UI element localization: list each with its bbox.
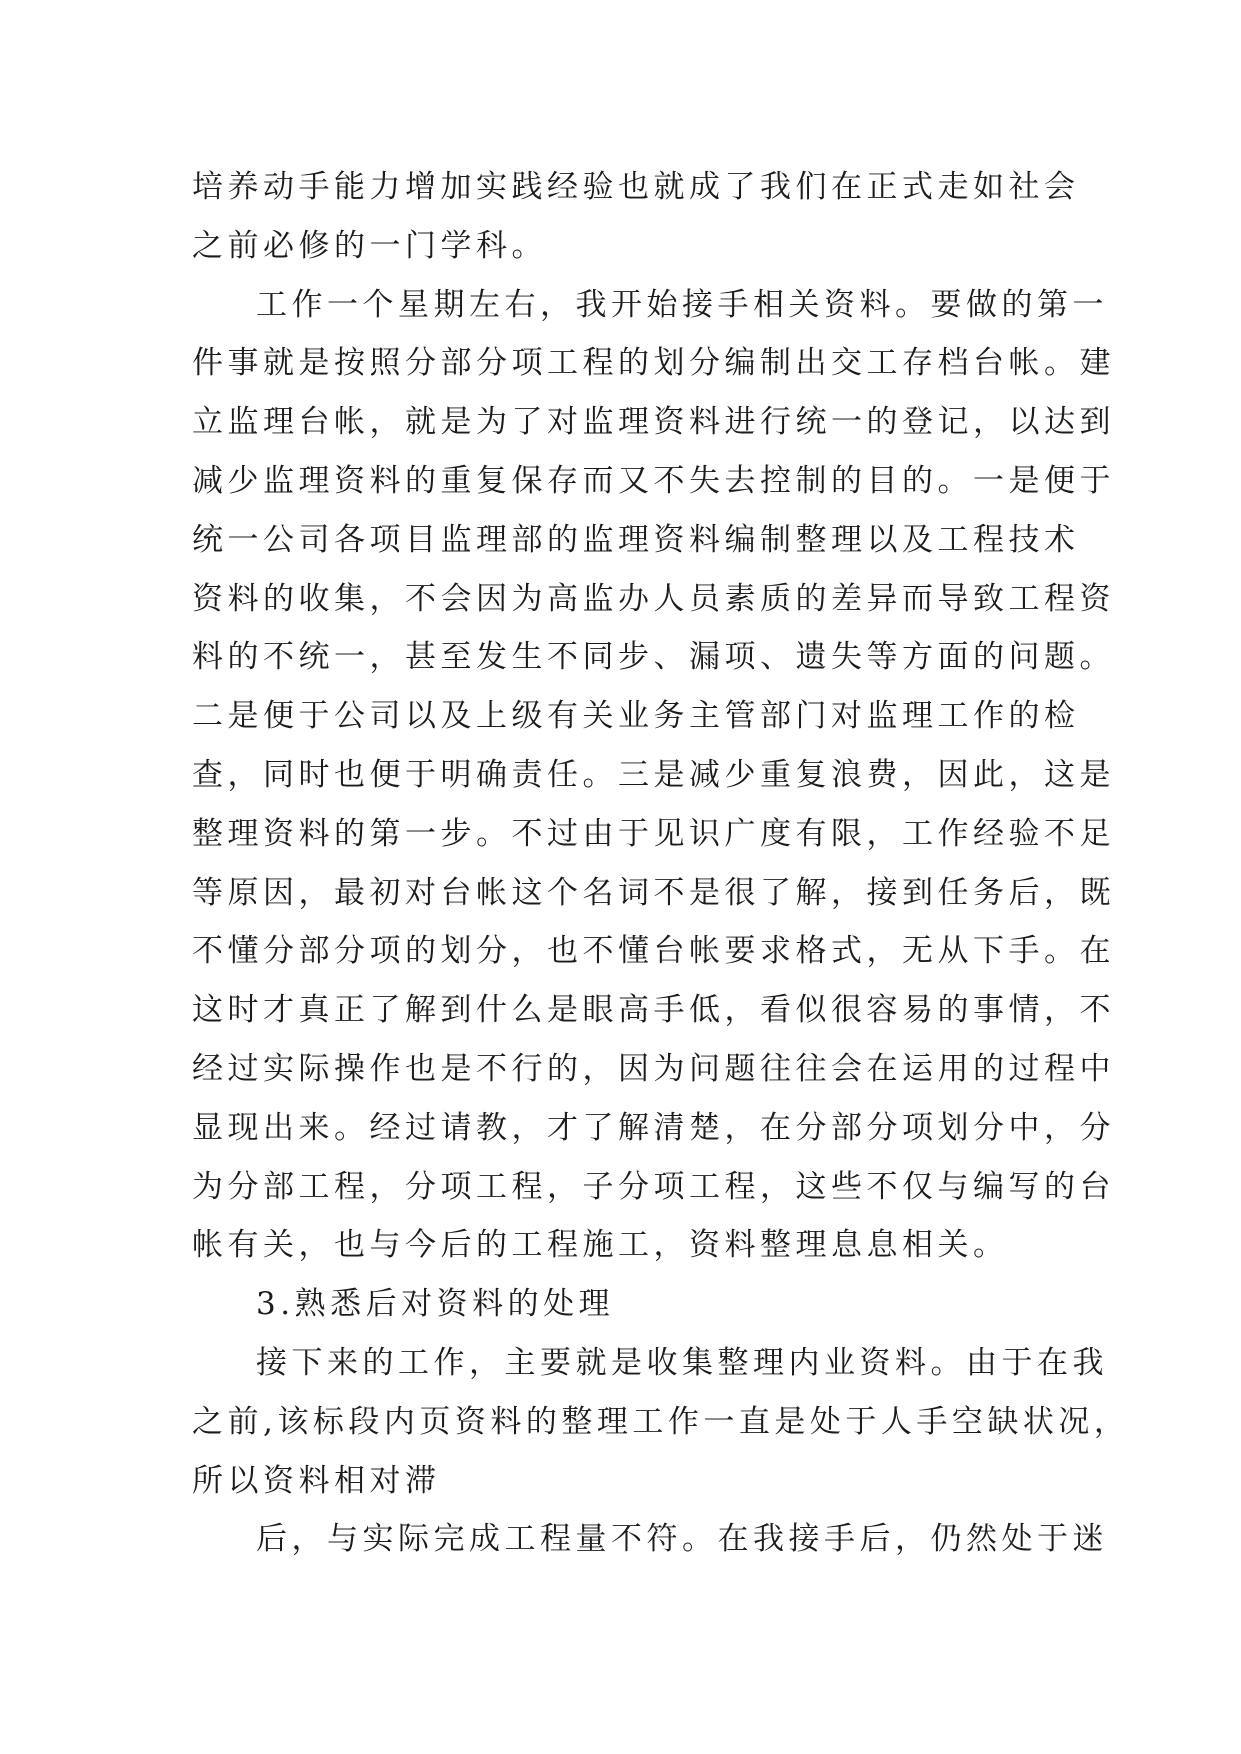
text-line: 后，与实际完成工程量不符。在我接手后，仍然处于迷 [256, 1521, 1108, 1558]
text-line: 这时才真正了解到什么是眼高手低，看似很容易的事情，不 [192, 992, 1115, 1029]
text-line: 经过实际操作也是不行的，因为问题往往会在运用的过程中 [192, 1050, 1115, 1087]
text-line: 为分部工程，分项工程，子分项工程，这些不仅与编写的台 [192, 1168, 1115, 1205]
text-line: 培养动手能力增加实践经验也就成了我们在正式走如社会 [192, 169, 1080, 205]
text-line: 件事就是按照分部分项工程的划分编制出交工存档台帐。建 [192, 345, 1115, 382]
text-line: 3.熟悉后对资料的处理 [256, 1286, 615, 1323]
text-line: 之前,该标段内页资料的整理工作一直是处于人手空缺状况， [192, 1403, 1130, 1440]
text-line: 料的不统一，甚至发生不同步、漏项、遗失等方面的问题。 [192, 639, 1115, 676]
text-line: 工作一个星期左右，我开始接手相关资料。要做的第一 [256, 286, 1108, 323]
text-line: 帐有关，也与今后的工程施工，资料整理息息相关。 [192, 1227, 1009, 1264]
text-line: 等原因，最初对台帐这个名词不是很了解，接到任务后，既 [192, 874, 1115, 911]
text-line: 所以资料相对滞 [192, 1462, 441, 1499]
text-line: 之前必修的一门学科。 [192, 227, 547, 264]
text-line: 减少监理资料的重复保存而又不失去控制的目的。一是便于 [192, 462, 1115, 499]
text-line: 统一公司各项目监理部的监理资料编制整理以及工程技术 [192, 521, 1080, 558]
text-line: 查，同时也便于明确责任。三是减少重复浪费，因此，这是 [192, 756, 1115, 793]
text-line: 资料的收集，不会因为高监办人员素质的差异而导致工程资 [192, 580, 1115, 617]
text-line: 接下来的工作，主要就是收集整理内业资料。由于在我 [256, 1344, 1108, 1381]
text-line: 立监理台帐，就是为了对监理资料进行统一的登记，以达到 [192, 404, 1115, 441]
text-line: 显现出来。经过请教，才了解清楚，在分部分项划分中，分 [192, 1109, 1115, 1146]
text-line: 整理资料的第一步。不过由于见识广度有限，工作经验不足 [192, 815, 1115, 852]
text-line: 二是便于公司以及上级有关业务主管部门对监理工作的检 [192, 698, 1080, 735]
text-line: 不懂分部分项的划分，也不懂台帐要求格式，无从下手。在 [192, 933, 1115, 970]
body-text [192, 158, 1130, 1569]
